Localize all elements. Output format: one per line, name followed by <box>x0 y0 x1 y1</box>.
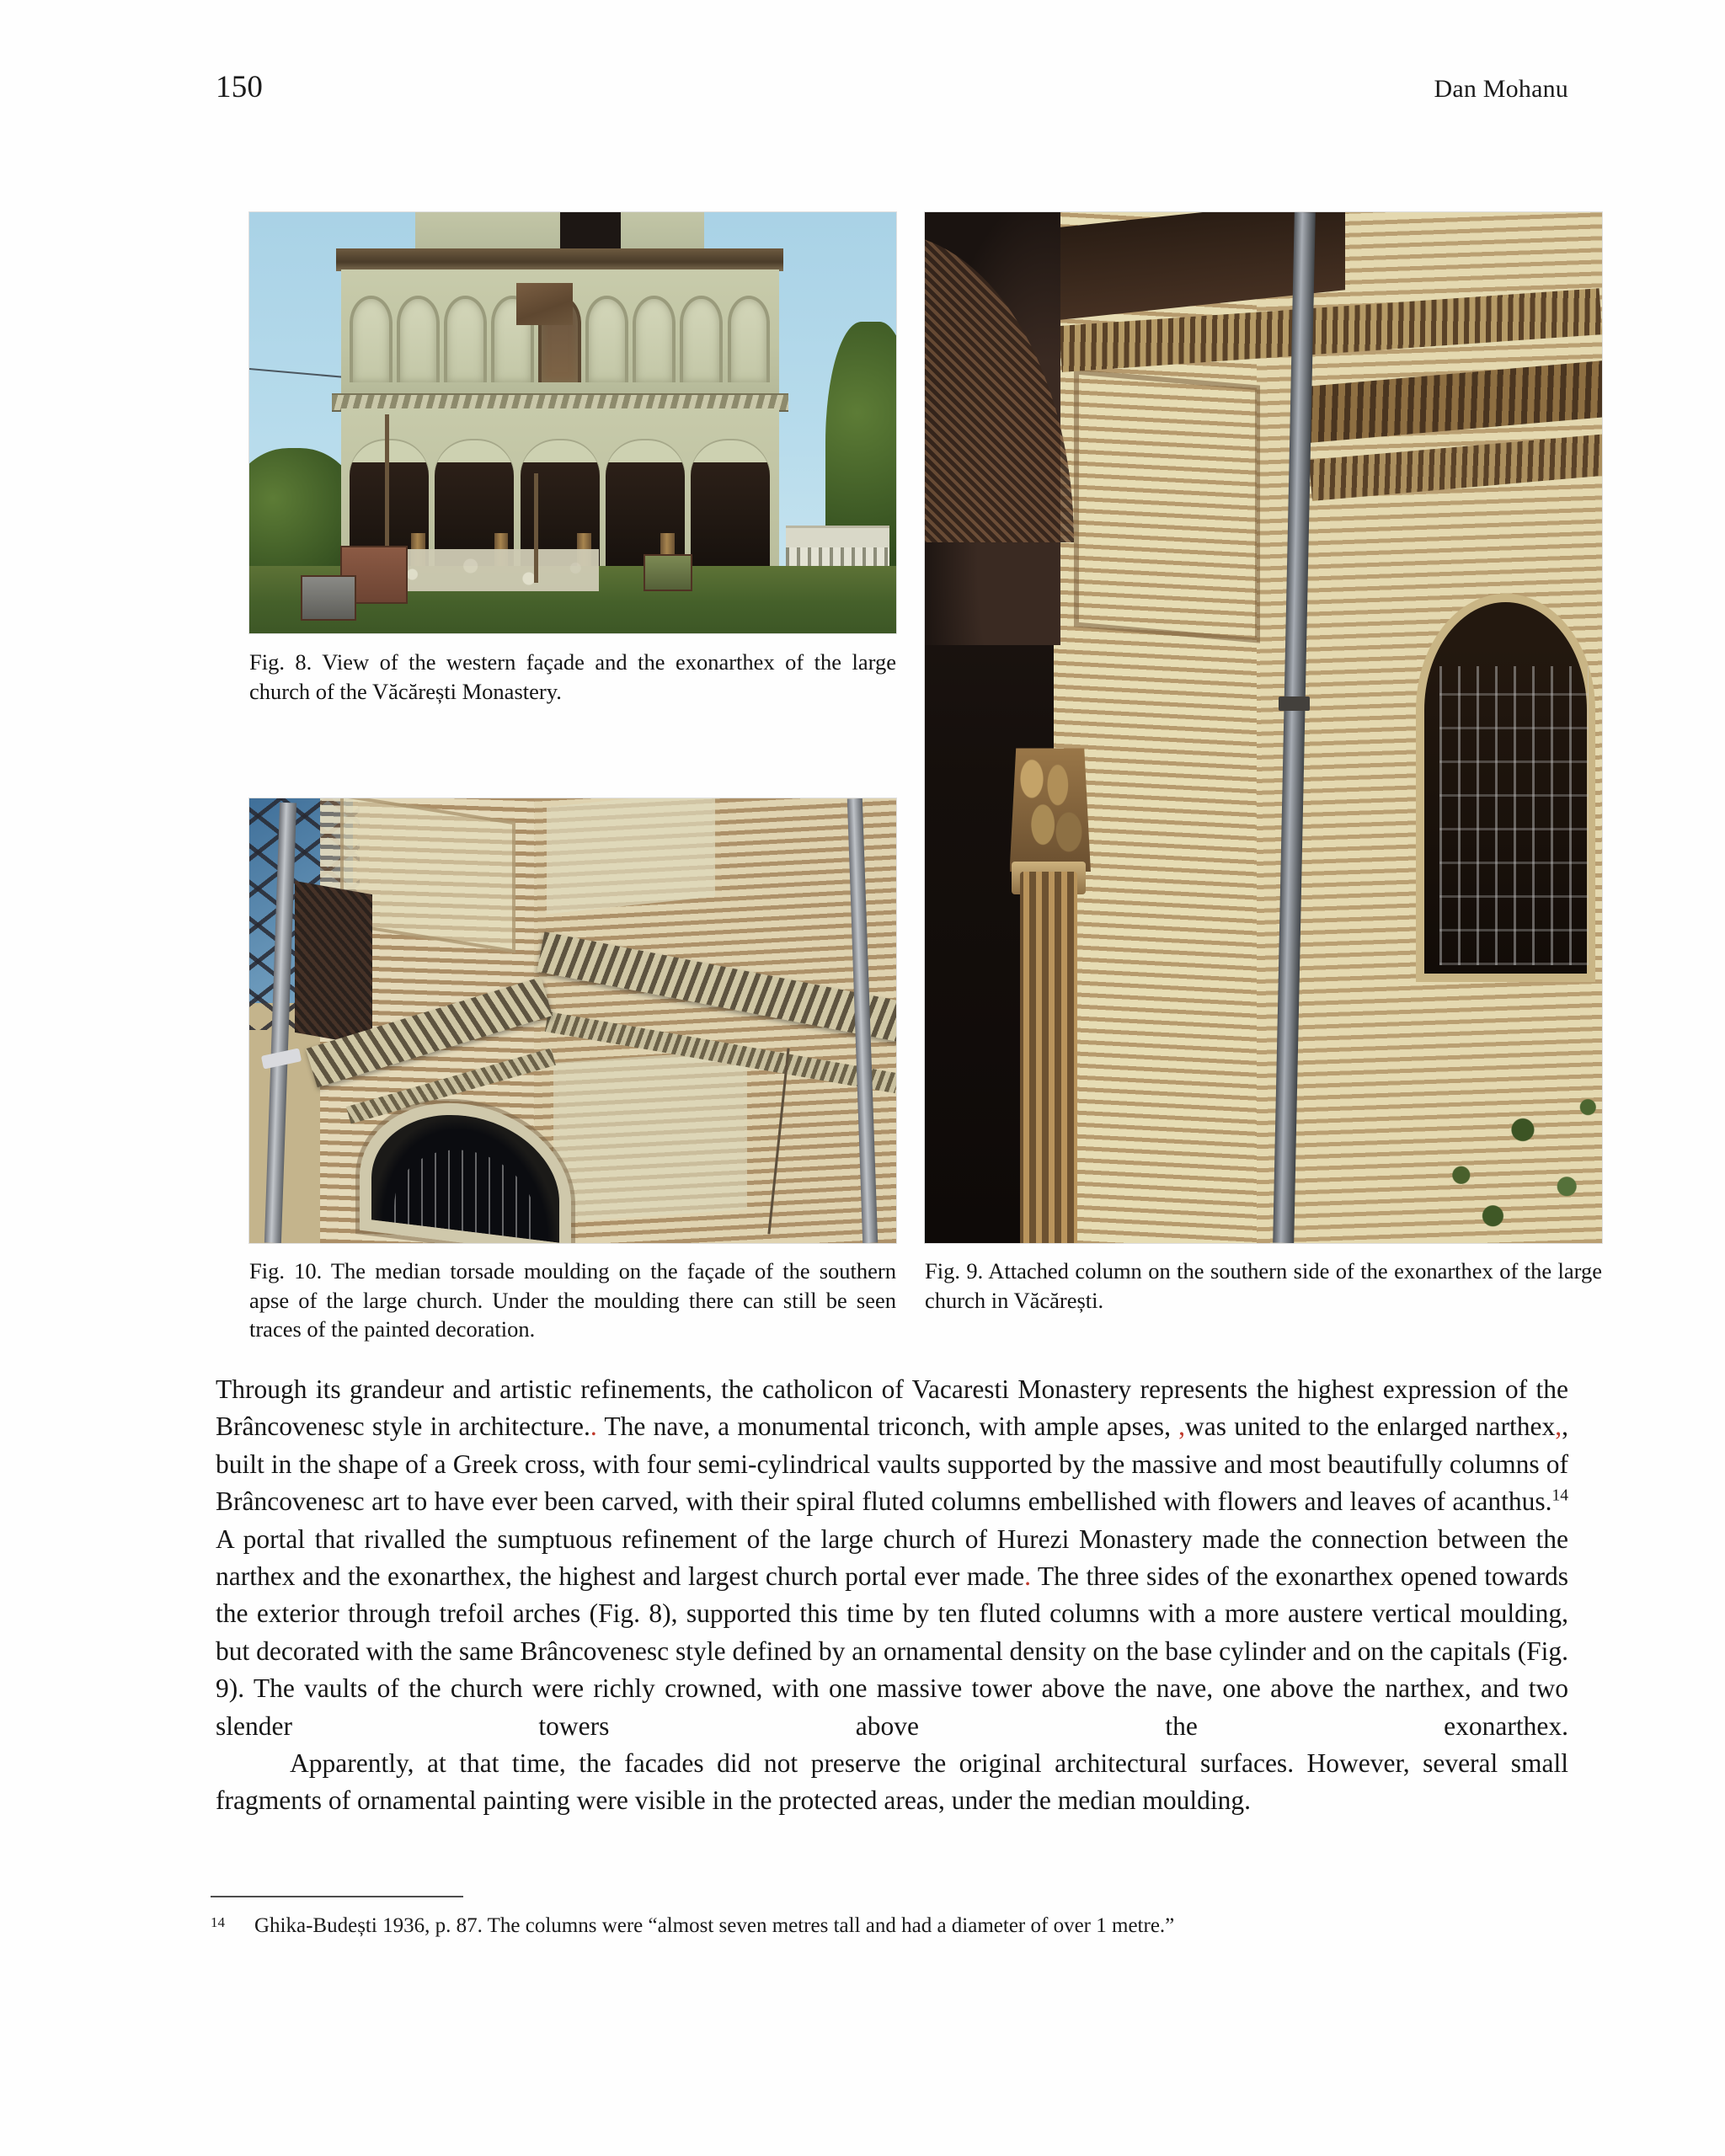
paragraph-1: Through its grandeur and artistic refinements, the catholicon of Vacaresti Monastery represents the highest expression of the Brâncovenesc style in architecture.. The nave, a monumental triconch, with ample apses, ,was united to the enlarged narthex,, built in the shape of a Greek cross, with four semi-cylindrical vaults supported by the massive and most beautifully columns of Brâncovenesc art to have ever been carved, with their spiral fluted columns embellished with flowers and leaves of acanthus.$^{14}$ A portal that rivalled the sumptuous refinement of the large church of Hurezi Monastery made the connection between the narthex and the exonarthex, the highest and largest church portal ever made. The three sides of the exonarthex opened towards the exterior through trefoil arches (Fig. 8), supported this time by ten fluted columns with a more austere vertical moulding, but decorated with the same Brâncovenesc style defined by an ornamental density on the base cylinder and on the capitals (Fig. 9). The vaults of the church were richly crowned, with one massive tower above the nave, one above the narthex, and two slender towers above the exonarthex. <box>216 1374 1568 1741</box>
window-grille <box>393 1142 536 1241</box>
running-author: Dan Mohanu <box>1434 75 1568 103</box>
site-crate <box>644 554 692 591</box>
ivy-foliage <box>1426 1017 1602 1243</box>
footnote-reference: 14 <box>1551 1486 1568 1505</box>
footnote-separator <box>211 1896 463 1897</box>
niche-grille <box>1439 666 1589 965</box>
figure-8 <box>249 212 896 706</box>
upper-arcade-register <box>341 270 779 396</box>
editorial-mark: . <box>1024 1561 1031 1592</box>
downpipe-joint <box>1279 696 1310 711</box>
blind-arch <box>444 296 487 382</box>
attic-breach <box>560 212 621 253</box>
paragraph-2: Apparently, at that time, the facades did not preserve the original architectural surfaces. However, several small fragments of ornamental painting were visible in the protected areas, under the median moulding. <box>216 1748 1568 1816</box>
dark-opening <box>295 880 372 1045</box>
blind-arch <box>585 296 628 382</box>
blind-arch <box>633 296 676 382</box>
attached-column-photo <box>925 212 1602 1243</box>
blind-arch <box>680 296 723 382</box>
fluted-column-shaft <box>1020 872 1077 1243</box>
editorial-mark: . <box>590 1412 597 1442</box>
site-crate <box>301 575 355 621</box>
apse-corner-photo <box>249 798 896 1243</box>
blind-arch <box>397 296 440 382</box>
figure-8-caption: Fig. 8. View of the western façade and the exonarthex of the large church of the Văcărești Monastery. <box>249 649 896 704</box>
figure-10-image <box>249 798 896 1243</box>
upper-cornice <box>336 248 783 272</box>
body-text <box>216 1371 1568 1820</box>
trefoil-arch <box>691 439 770 577</box>
footnote-14 <box>211 1912 1568 1940</box>
figure-8-image <box>249 212 896 633</box>
plaster-panel <box>547 798 715 914</box>
page-number: 150 <box>216 70 264 104</box>
site-pole <box>534 473 538 583</box>
footnote-number: 14 <box>211 1914 225 1930</box>
editorial-mark: , <box>1555 1412 1562 1442</box>
wall-breach <box>516 283 574 325</box>
editorial-mark: , <box>1178 1412 1186 1442</box>
running-head <box>216 69 1568 105</box>
blind-arch <box>350 296 393 382</box>
plaster-panel <box>553 1049 747 1223</box>
footnote-text: Ghika-Budești 1936, p. 87. The columns were “almost seven metres tall and had a diameter of over 1 metre.” <box>254 1914 1175 1937</box>
figure-9-caption: Fig. 9. Attached column on the southern side of the exonarthex of the large church in Văcărești. <box>925 1258 1602 1313</box>
blind-arch <box>728 296 771 382</box>
figure-10-caption: Fig. 10. The median torsade moulding on the façade of the southern apse of the large church. Under the moulding there can still be seen traces of the painted decoration. <box>249 1258 896 1342</box>
figure-9 <box>925 212 1602 1315</box>
recessed-panel <box>1074 369 1260 643</box>
figure-9-image <box>925 212 1602 1243</box>
acanthus-leaf-carving <box>1013 748 1087 872</box>
figure-10 <box>249 798 896 1344</box>
